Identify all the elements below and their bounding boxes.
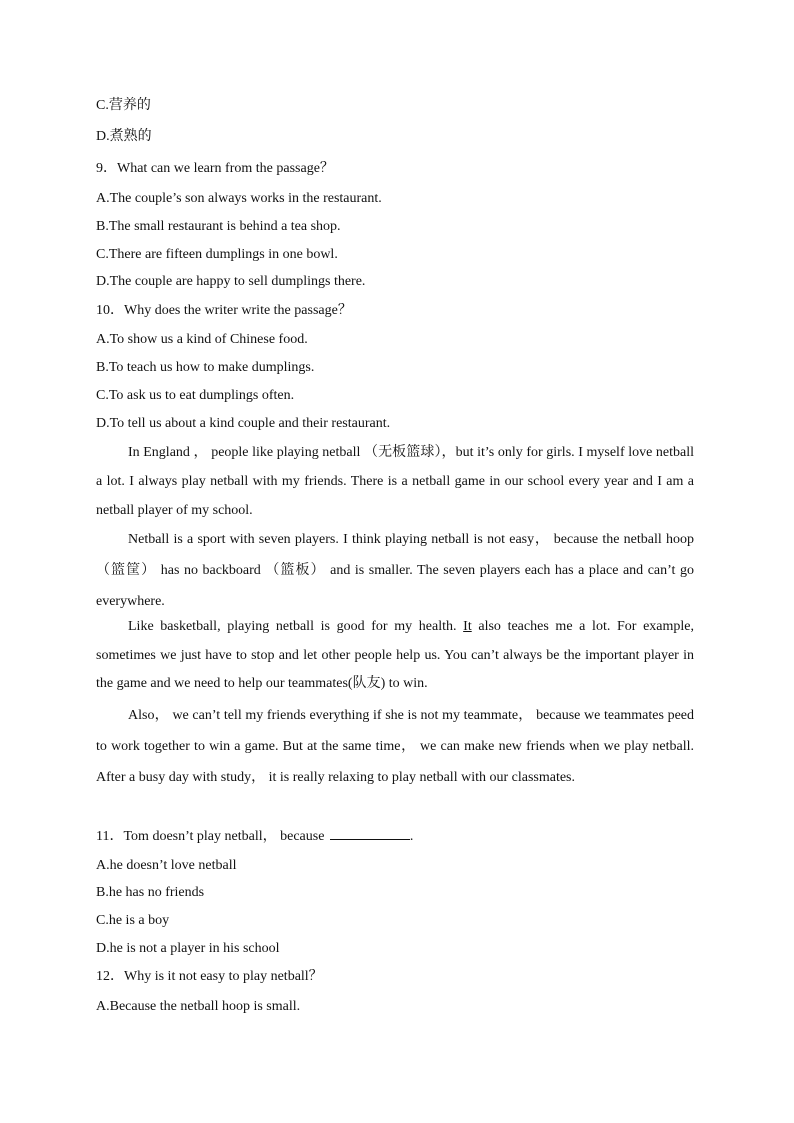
q11-option-c: C.he is a boy [96,913,170,928]
q12-question: 12．Why is it not easy to play netball？ [96,969,323,984]
answer-blank [330,827,410,840]
q10-option-a: A.To show us a kind of Chinese food. [96,332,308,347]
q9-option-d: D.The couple are happy to sell dumplings there. [96,274,366,289]
q9-option-b: B.The small restaurant is behind a tea shop. [96,219,341,234]
q11-option-a: A.he doesn’t love netball [96,858,237,873]
q12-option-a: A.Because the netball hoop is small. [96,999,301,1014]
paragraph-3-text-before: Like basketball, playing netball is good for my health. [128,619,464,634]
q8-option-c: C.营养的 [96,98,151,113]
passage-paragraph-2: Netball is a sport with seven players. I think playing netball is not easy， because the netball hoop （篮筐） has no backboard （篮板） and is smaller. The seven players each has a place and can’t go everywhere. [96,532,694,609]
q10-option-c: C.To ask us to eat dumplings often. [96,388,295,403]
underlined-it: It [463,619,472,634]
passage-paragraph-4: Also， we can’t tell my friends everything if she is not my teammate， because we teammates peed to work together to win a game. But at the same time， we can make new friends when we play netball. After a busy day with study， it is really relaxing to play netball with our classmates. [96,708,694,785]
q9-question: 9．What can we learn from the passage？ [96,161,334,176]
paragraph-3-text-after: also teaches me a lot. For example, sometimes we just have to stop and let other people help us. You can’t always be the important player in the game and we need to help our teammates(队友) to win. [96,619,695,691]
passage-paragraph-3 [96,613,694,699]
q11-question-text: 11．Tom doesn’t play netball， because [96,829,325,844]
passage-paragraph-1: In England ， people like playing netball （无板篮球），but it’s only for girls. I myself love netball a lot. I always play netball with my friends. There is a netball game in our school every year and I am a netball player of my school. [96,445,694,518]
q11-option-d: D.he is not a player in his school [96,941,280,956]
q10-option-b: B.To teach us how to make dumplings. [96,360,315,375]
q8-option-d: D.煮熟的 [96,129,152,144]
q9-option-c: C.There are fifteen dumplings in one bowl. [96,247,338,262]
q11-question [96,827,413,846]
q9-option-a: A.The couple’s son always works in the restaurant. [96,191,382,206]
q11-option-b: B.he has no friends [96,885,205,900]
q10-question: 10．Why does the writer write the passage？ [96,303,352,318]
q10-option-d: D.To tell us about a kind couple and their restaurant. [96,416,391,431]
q11-question-end: . [409,829,414,844]
